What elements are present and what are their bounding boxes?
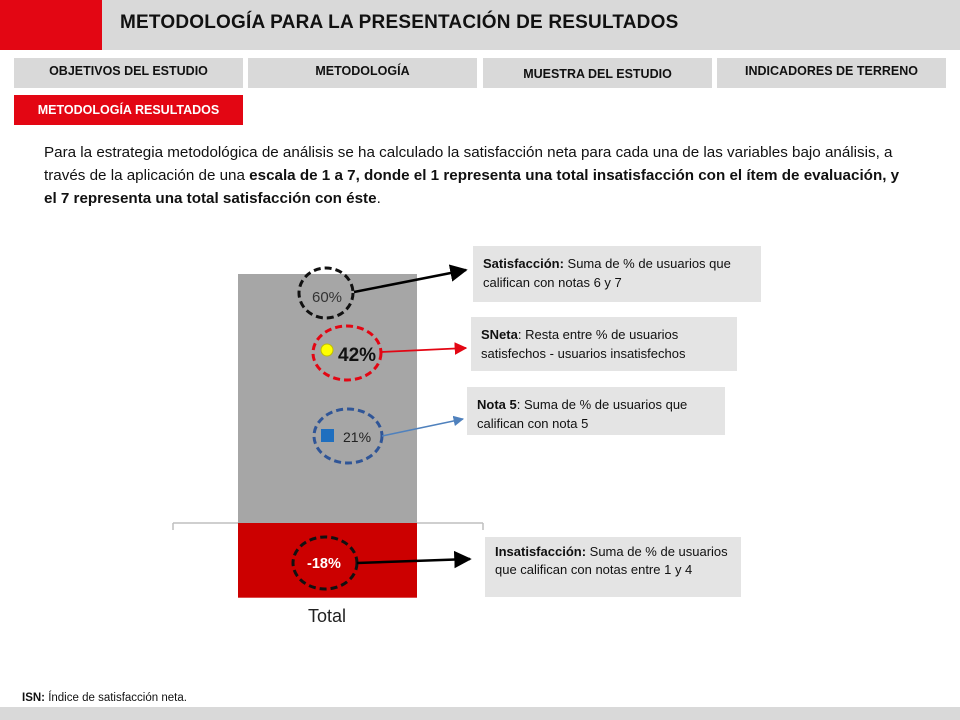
label-insatisfaction: -18% [307,556,341,572]
footer-bar [0,707,960,720]
tab-indicadores-de-terreno[interactable]: INDICADORES DE TERRENO [717,58,946,88]
footnote-term: ISN: [22,692,45,704]
page-title: METODOLOGÍA PARA LA PRESENTACIÓN DE RESULTADOS [120,12,679,33]
callout-insatisfaccion-text: Suma de % de usuarios que califican con notas entre 1 y 4 [495,544,728,577]
intro-text-part2: . [376,190,381,207]
label-satisfaction: 60% [312,289,343,306]
callout-nota5-term: Nota 5 [477,397,517,412]
callout-nota5-text: : Suma de % de usuarios que califican con nota 5 [477,397,688,431]
callout-satisfaccion [473,246,761,302]
label-sneta: 42% [338,345,377,366]
callout-nota5 [467,387,725,435]
callout-sneta [471,317,737,371]
callout-sneta-term: SNeta [481,327,518,342]
tab-metodologia[interactable]: METODOLOGÍA [248,58,477,88]
footnote [22,692,187,704]
tab-metodologia-resultados[interactable]: METODOLOGÍA RESULTADOS [14,95,243,125]
label-nota5: 21% [343,429,372,445]
bar-satisfaction [238,274,417,523]
tab-muestra-del-estudio[interactable]: MUESTRA DEL ESTUDIO [483,58,712,88]
sneta-marker [321,344,333,356]
callout-sneta-text: : Resta entre % de usuarios satisfechos - usuarios insatisfechos [481,327,686,361]
callout-insatisfaccion [485,537,741,597]
callout-satisfaccion-text: Suma de % de usuarios que califican con notas 6 y 7 [483,256,731,290]
footnote-text: Índice de satisfacción neta. [45,692,187,704]
callout-satisfaccion-term: Satisfacción: [483,256,564,271]
intro-text-bold: escala de 1 a 7, donde el 1 representa una total insatisfacción con el ítem de evaluación, y el 7 representa una total satisfacción con éste [44,167,900,207]
tab-objetivos-del-estudio[interactable]: OBJETIVOS DEL ESTUDIO [14,58,243,88]
x-axis-label-total: Total [307,606,347,626]
callout-insatisfaccion-term: Insatisfacción: [495,544,587,559]
intro-text-part1: Para la estrategia metodológica de análisis se ha calculado la satisfacción neta para cada una de las variables bajo análisis, a través de la aplicación de una [44,144,893,184]
nota5-marker [321,429,334,442]
